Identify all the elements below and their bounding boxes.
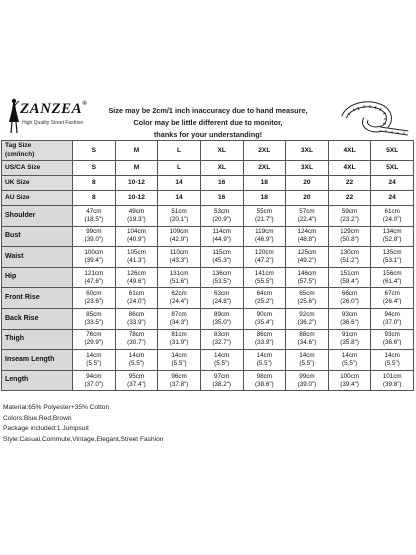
measurement-cell xyxy=(158,370,201,391)
inch-value: (20.1") xyxy=(169,215,189,223)
cm-value: 14cm xyxy=(384,351,400,359)
cm-value: 85cm xyxy=(86,310,102,318)
measurement-cell xyxy=(286,267,329,288)
sizing-notice xyxy=(108,105,308,141)
measurement-cell xyxy=(286,247,329,268)
cm-value: 99cm xyxy=(86,228,102,236)
measurement-cell xyxy=(200,308,243,329)
inch-value: (40.9") xyxy=(127,236,146,244)
size-cell: 5XL xyxy=(371,161,414,176)
cm-value: 86cm xyxy=(256,331,273,339)
inch-value: (26.4") xyxy=(382,298,402,306)
material-line: Material:65% Polyester+35% Cotton xyxy=(3,404,110,411)
inch-value: (48.8") xyxy=(297,236,317,244)
cm-value: 86cm xyxy=(128,310,145,318)
size-cell: 20 xyxy=(286,191,329,206)
cm-value: 110cm xyxy=(169,248,189,256)
size-cell: 16 xyxy=(200,191,243,206)
measurement-cell xyxy=(158,350,201,371)
measurement-cell xyxy=(243,370,286,391)
measurement-cell xyxy=(115,206,158,227)
inch-value: (21.7") xyxy=(254,215,274,223)
measurement-cell xyxy=(286,370,329,391)
inch-value: (18.5") xyxy=(84,215,104,223)
cm-value: 130cm xyxy=(340,248,360,256)
size-cell: 2XL xyxy=(243,141,286,161)
cm-value: 51cm xyxy=(171,207,187,215)
inch-value: (5.5") xyxy=(128,359,145,367)
measurement-cell xyxy=(328,288,371,309)
measurement-cell xyxy=(158,247,201,268)
cm-value: 49cm xyxy=(128,207,145,215)
measurement-cell xyxy=(158,308,201,329)
notice-line-1: Size may be 2cm/1 inch inaccuracy due to hand measure, xyxy=(108,106,308,115)
cm-value: 14cm xyxy=(341,351,358,359)
inch-value: (45.3") xyxy=(212,256,232,264)
size-cell: XL xyxy=(200,161,243,176)
row-label: Front Rise xyxy=(2,288,73,309)
table-row-au-size xyxy=(2,191,414,206)
measurement-cell xyxy=(73,370,116,391)
measurement-cell xyxy=(243,329,286,350)
inch-value: (51.2") xyxy=(340,256,359,264)
size-cell: L xyxy=(158,161,201,176)
table-row xyxy=(2,350,414,371)
size-cell: 18 xyxy=(243,191,286,206)
table-row-tag-size xyxy=(2,141,414,161)
measurement-cell xyxy=(286,329,329,350)
measurement-cell xyxy=(158,288,201,309)
measurement-cell xyxy=(200,370,243,391)
brand-registered-mark: ® xyxy=(82,101,88,107)
size-cell: 5XL xyxy=(371,141,414,161)
size-cell: 18 xyxy=(243,176,286,191)
size-cell: S xyxy=(73,161,116,176)
cm-value: 121cm xyxy=(84,269,104,277)
measurement-cell xyxy=(73,288,116,309)
inch-value: (33.9") xyxy=(254,339,274,347)
inch-value: (19.3") xyxy=(127,215,146,223)
measurement-cell xyxy=(158,206,201,227)
colors-line: Colors:Blue,Red,Brown xyxy=(3,414,72,422)
size-cell: 8 xyxy=(73,191,116,206)
cm-value: 109cm xyxy=(169,228,189,236)
inch-value: (5.5") xyxy=(256,359,272,367)
inch-value: (42.9") xyxy=(169,236,189,244)
row-label: UK Size xyxy=(2,176,73,191)
row-label: Length xyxy=(2,370,73,391)
inch-value: (38.2") xyxy=(212,380,232,388)
inch-value: (46.9") xyxy=(254,236,274,244)
measurement-cell xyxy=(243,308,286,329)
cm-value: 67cm xyxy=(384,290,400,298)
inch-value: (50.8") xyxy=(340,236,359,244)
measurement-cell xyxy=(115,370,158,391)
inch-value: (37.0") xyxy=(382,318,402,326)
table-row xyxy=(2,247,414,268)
measurement-cell xyxy=(73,206,116,227)
cm-value: 125cm xyxy=(297,248,317,256)
cm-value: 151cm xyxy=(340,269,360,277)
inch-value: (23.2") xyxy=(340,215,359,223)
measurement-cell xyxy=(200,288,243,309)
inch-value: (5.5") xyxy=(341,359,358,367)
cm-value: 47cm xyxy=(86,207,102,215)
size-cell: 24 xyxy=(371,191,414,206)
measurement-cell xyxy=(243,267,286,288)
inch-value: (34.6") xyxy=(297,339,317,347)
cm-value: 14cm xyxy=(256,351,273,359)
inch-value: (37.0") xyxy=(84,380,104,388)
brand-logo xyxy=(20,101,87,118)
size-cell: 14 xyxy=(158,191,201,206)
cm-value: 91cm xyxy=(341,331,358,339)
cm-value: 98cm xyxy=(256,372,273,380)
size-cell: 14 xyxy=(158,176,201,191)
inch-value: (37.8") xyxy=(169,380,189,388)
size-cell: 10-12 xyxy=(115,176,158,191)
measuring-tape-icon xyxy=(340,99,412,139)
cm-value: 90cm xyxy=(256,310,273,318)
measurement-cell xyxy=(243,206,286,227)
inch-value: (59.4") xyxy=(340,277,359,285)
measurement-cell xyxy=(371,288,414,309)
measurement-cell xyxy=(73,329,116,350)
cm-value: 141cm xyxy=(254,269,274,277)
measurement-cell xyxy=(73,267,116,288)
inch-value: (51.6") xyxy=(169,277,189,285)
table-row-uk-size xyxy=(2,176,414,191)
cm-value: 126cm xyxy=(126,269,146,277)
cm-value: 94cm xyxy=(86,372,102,380)
cm-value: 115cm xyxy=(212,248,231,256)
measurement-cell xyxy=(371,308,414,329)
row-label: Back Rise xyxy=(2,308,73,329)
inch-value: (39.4") xyxy=(84,256,104,264)
cm-value: 101cm xyxy=(382,372,402,380)
inch-value: (20.9") xyxy=(212,215,232,223)
inch-value: (39.8") xyxy=(382,380,402,388)
inch-value: (5.5") xyxy=(299,359,315,367)
size-cell: M xyxy=(115,161,158,176)
cm-value: 14cm xyxy=(213,351,230,359)
measurement-cell xyxy=(200,350,243,371)
table-row xyxy=(2,267,414,288)
product-details xyxy=(3,403,413,445)
size-cell: 22 xyxy=(328,176,371,191)
size-chart-table xyxy=(1,140,414,391)
measurement-cell xyxy=(286,226,329,247)
inch-value: (29.9") xyxy=(84,339,104,347)
cm-value: 62cm xyxy=(171,290,187,298)
inch-value: (24.0") xyxy=(382,215,402,223)
cm-value: 60cm xyxy=(86,290,102,298)
cm-value: 114cm xyxy=(212,228,231,236)
cm-value: 66cm xyxy=(341,290,358,298)
size-cell: S xyxy=(73,141,116,161)
cm-value: 76cm xyxy=(86,331,102,339)
measurement-cell xyxy=(371,247,414,268)
measurement-cell xyxy=(328,329,371,350)
size-cell: M xyxy=(115,141,158,161)
inch-value: (57.5") xyxy=(297,277,317,285)
inch-value: (52.8") xyxy=(382,236,402,244)
cm-value: 131cm xyxy=(169,269,189,277)
measurement-cell xyxy=(328,370,371,391)
measurement-cell xyxy=(115,288,158,309)
inch-value: (47.2") xyxy=(254,256,274,264)
row-label: AU Size xyxy=(2,191,73,206)
inch-value: (39.0") xyxy=(84,236,104,244)
measurement-cell xyxy=(200,247,243,268)
inch-value: (24.4") xyxy=(169,298,189,306)
row-label: Inseam Length xyxy=(2,350,73,371)
measurement-cell xyxy=(73,247,116,268)
measurement-cell xyxy=(286,350,329,371)
table-row xyxy=(2,329,414,350)
inch-value: (22.4") xyxy=(297,215,317,223)
inch-value: (30.7") xyxy=(127,339,146,347)
measurement-cell xyxy=(115,267,158,288)
brand-name: ZANZEA xyxy=(20,101,83,117)
inch-value: (39.4") xyxy=(340,380,359,388)
measurement-cell xyxy=(371,226,414,247)
measurement-cell xyxy=(328,206,371,227)
cm-value: 63cm xyxy=(213,290,230,298)
cm-value: 93cm xyxy=(341,310,358,318)
row-label: Waist xyxy=(2,247,73,268)
inch-value: (37.4") xyxy=(127,380,146,388)
style-line: Style:Casual,Commute,Vintage,Elegant,Street Fashion xyxy=(3,435,164,443)
cm-value: 61cm xyxy=(384,207,400,215)
inch-value: (35.0") xyxy=(212,318,232,326)
cm-value: 96cm xyxy=(171,372,187,380)
cm-value: 59cm xyxy=(341,207,358,215)
table-row xyxy=(2,308,414,329)
dress-figure-icon xyxy=(6,98,20,134)
inch-value: (23.6") xyxy=(84,298,104,306)
cm-value: 83cm xyxy=(213,331,230,339)
measurement-cell xyxy=(115,247,158,268)
cm-value: 119cm xyxy=(255,228,274,236)
measurement-cell xyxy=(115,226,158,247)
inch-value: (25.6") xyxy=(297,298,317,306)
cm-value: 87cm xyxy=(171,310,187,318)
cm-value: 146cm xyxy=(297,269,317,277)
measurement-cell xyxy=(115,329,158,350)
measurement-cell xyxy=(328,226,371,247)
row-label: Bust xyxy=(2,226,73,247)
measurement-cell xyxy=(200,329,243,350)
inch-value: (32.7") xyxy=(212,339,232,347)
measurement-cell xyxy=(73,226,116,247)
inch-value: (38.6") xyxy=(254,380,274,388)
cm-value: 156cm xyxy=(382,269,402,277)
measurement-cell xyxy=(371,329,414,350)
cm-value: 97cm xyxy=(213,372,230,380)
size-cell: 24 xyxy=(371,176,414,191)
table-row xyxy=(2,206,414,227)
cm-value: 88cm xyxy=(299,331,315,339)
inch-value: (35.4") xyxy=(254,318,274,326)
inch-value: (35.8") xyxy=(340,339,359,347)
measurement-cell xyxy=(371,370,414,391)
cm-value: 124cm xyxy=(297,228,317,236)
cm-value: 53cm xyxy=(213,207,230,215)
inch-value: (24.0") xyxy=(127,298,146,306)
cm-value: 99cm xyxy=(299,372,315,380)
inch-value: (33.5") xyxy=(84,318,104,326)
inch-value: (44.9") xyxy=(212,236,232,244)
inch-value: (33.9") xyxy=(127,318,146,326)
measurement-cell xyxy=(286,308,329,329)
inch-value: (49.6") xyxy=(127,277,146,285)
cm-value: 95cm xyxy=(128,372,145,380)
table-row xyxy=(2,226,414,247)
measurement-cell xyxy=(200,226,243,247)
size-cell: 10-12 xyxy=(115,191,158,206)
measurement-cell xyxy=(200,206,243,227)
measurement-cell xyxy=(158,329,201,350)
cm-value: 89cm xyxy=(213,310,230,318)
row-label: Hip xyxy=(2,267,73,288)
cm-value: 100cm xyxy=(84,248,104,256)
cm-value: 14cm xyxy=(128,351,145,359)
size-cell: 20 xyxy=(286,176,329,191)
cm-value: 120cm xyxy=(254,248,274,256)
inch-value: (25.2") xyxy=(254,298,274,306)
inch-value: (41.3") xyxy=(127,256,146,264)
measurement-cell xyxy=(243,288,286,309)
inch-value: (39.0") xyxy=(297,380,317,388)
inch-value: (53.5") xyxy=(212,277,232,285)
cm-value: 14cm xyxy=(299,351,315,359)
inch-value: (36.6") xyxy=(382,339,402,347)
measurement-cell xyxy=(286,288,329,309)
size-cell: 8 xyxy=(73,176,116,191)
size-cell: 16 xyxy=(200,176,243,191)
cm-value: 100cm xyxy=(340,372,360,380)
inch-value: (43.3") xyxy=(169,256,189,264)
cm-value: 61cm xyxy=(128,290,145,298)
cm-value: 136cm xyxy=(212,269,232,277)
row-label: Thigh xyxy=(2,329,73,350)
brand-tagline: High Quality Street Fashion xyxy=(22,120,84,126)
inch-value: (36.6") xyxy=(340,318,359,326)
measurement-cell xyxy=(328,267,371,288)
measurement-cell xyxy=(200,267,243,288)
table-row xyxy=(2,370,414,391)
measurement-cell xyxy=(286,206,329,227)
cm-value: 78cm xyxy=(128,331,145,339)
inch-value: (5.5") xyxy=(214,359,230,367)
size-cell: XL xyxy=(200,141,243,161)
table-row xyxy=(2,288,414,309)
inch-value: (49.2") xyxy=(297,256,317,264)
inch-value: (31.9") xyxy=(169,339,189,347)
inch-value: (24.8") xyxy=(212,298,232,306)
measurement-cell xyxy=(371,267,414,288)
cm-value: 92cm xyxy=(299,310,315,318)
measurement-cell xyxy=(115,350,158,371)
inch-value: (47.6") xyxy=(84,277,104,285)
size-cell: 2XL xyxy=(243,161,286,176)
measurement-cell xyxy=(115,308,158,329)
size-cell: 22 xyxy=(328,191,371,206)
cm-value: 14cm xyxy=(86,351,102,359)
measurement-cell xyxy=(371,350,414,371)
cm-value: 94cm xyxy=(384,310,400,318)
inch-value: (5.5") xyxy=(384,359,400,367)
cm-value: 57cm xyxy=(299,207,315,215)
measurement-cell xyxy=(243,226,286,247)
package-line: Package included:1 Jumpsuit xyxy=(3,425,89,432)
cm-value: 129cm xyxy=(340,228,360,236)
row-label: Shoulder xyxy=(2,206,73,227)
cm-value: 135cm xyxy=(382,248,402,256)
inch-value: (34.3") xyxy=(169,318,189,326)
cm-value: 55cm xyxy=(256,207,273,215)
inch-value: (53.1") xyxy=(382,256,402,264)
row-label: Tag Size (cm/inch) xyxy=(2,141,73,161)
measurement-cell xyxy=(158,267,201,288)
cm-value: 64cm xyxy=(256,290,273,298)
size-cell: L xyxy=(158,141,201,161)
measurement-cell xyxy=(371,206,414,227)
measurement-cell xyxy=(73,308,116,329)
size-cell: 4XL xyxy=(328,141,371,161)
cm-value: 105cm xyxy=(126,248,146,256)
measurement-cell xyxy=(158,226,201,247)
measurement-cell xyxy=(328,308,371,329)
inch-value: (36.2") xyxy=(297,318,317,326)
cm-value: 81cm xyxy=(171,331,187,339)
size-cell: 3XL xyxy=(286,161,329,176)
inch-value: (55.5") xyxy=(254,277,274,285)
inch-value: (5.5") xyxy=(86,359,102,367)
measurement-cell xyxy=(328,350,371,371)
inch-value: (61.4") xyxy=(382,277,402,285)
measurement-cell xyxy=(328,247,371,268)
size-cell: 4XL xyxy=(328,161,371,176)
cm-value: 14cm xyxy=(171,351,187,359)
cm-value: 104cm xyxy=(126,228,146,236)
cm-value: 65cm xyxy=(299,290,315,298)
notice-line-3: thanks for your understanding! xyxy=(153,130,263,139)
inch-value: (5.5") xyxy=(171,359,187,367)
measurement-cell xyxy=(243,350,286,371)
measurement-cell xyxy=(73,350,116,371)
notice-line-2: Color may be little different due to monitor, xyxy=(133,118,283,127)
table-row-us-size xyxy=(2,161,414,176)
cm-value: 93cm xyxy=(384,331,400,339)
row-label: US/CA Size xyxy=(2,161,73,176)
cm-value: 134cm xyxy=(382,228,402,236)
size-cell: 3XL xyxy=(286,141,329,161)
inch-value: (26.0") xyxy=(340,298,359,306)
measurement-cell xyxy=(243,247,286,268)
